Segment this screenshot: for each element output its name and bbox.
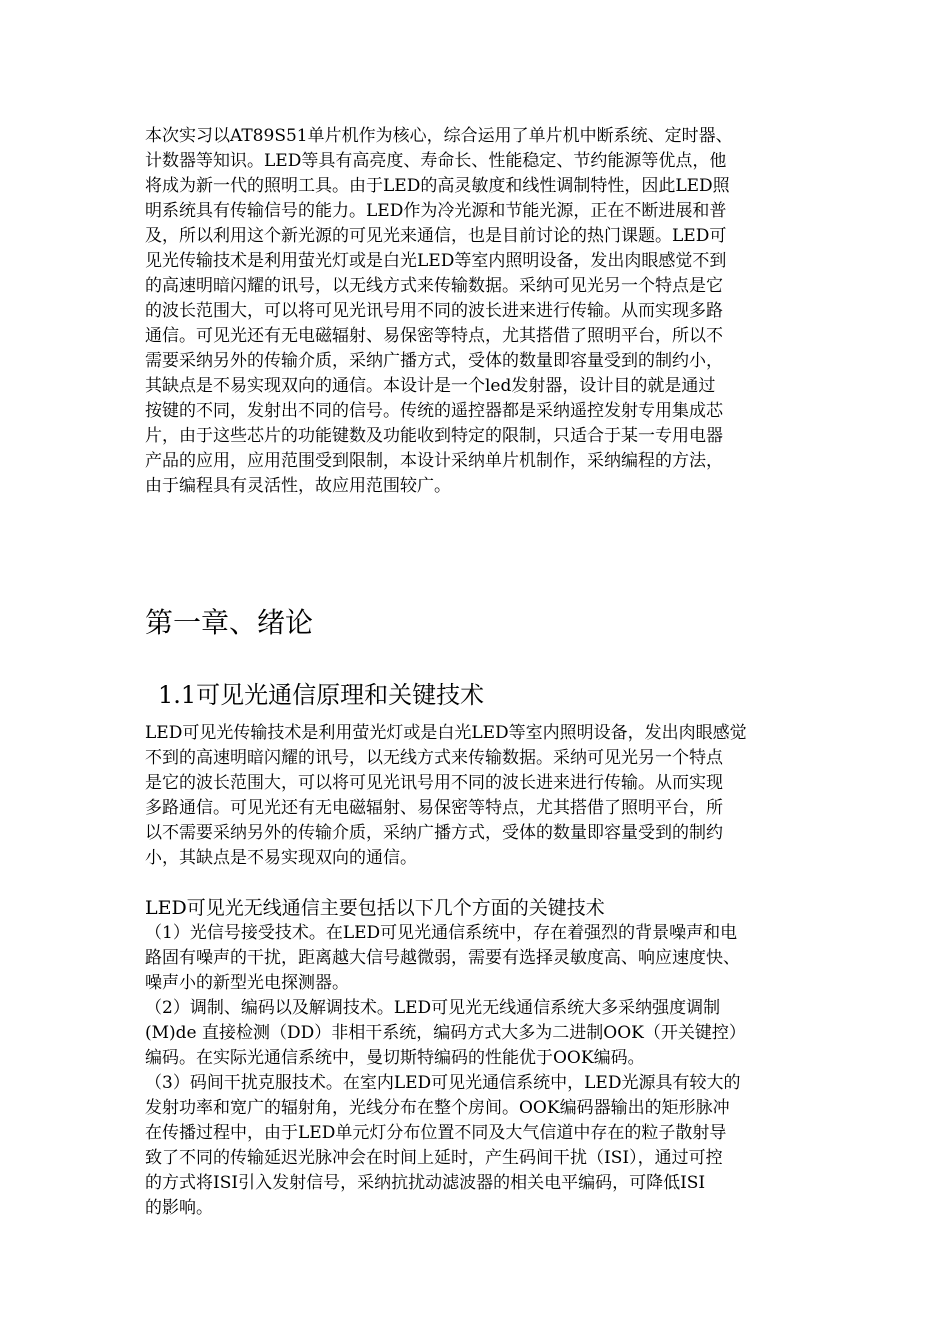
text-line: 本次实习以AT89S51单片机作为核心，综合运用了单片机中断系统、定时器、: [145, 126, 733, 146]
text-line: 不到的高速明暗闪耀的讯号，以无线方式来传输数据。采纳可见光另一个特点: [145, 748, 723, 768]
text-line: 在传播过程中，由于LED单元灯分布位置不同及大气信道中存在的粒子散射导: [145, 1123, 727, 1143]
text-line: 多路通信。可见光还有无电磁辐射、易保密等特点，尤其搭借了照明平台，所: [145, 798, 723, 818]
text-line: 由于编程具有灵活性，故应用范围较广。: [145, 476, 451, 496]
text-line: 按键的不同，发射出不同的信号。传统的遥控器都是采纳遥控发射专用集成芯: [145, 401, 723, 421]
text-line: 编码。在实际光通信系统中，曼切斯特编码的性能优于OOK编码。: [145, 1048, 645, 1068]
techniques-heading: LED可见光无线通信主要包括以下几个方面的关键技术: [145, 897, 605, 919]
text-line: 致了不同的传输延迟光脉冲会在时间上延时，产生码间干扰（ISI），通过可控: [145, 1148, 723, 1168]
text-line: 通信。可见光还有无电磁辐射、易保密等特点，尤其搭借了照明平台，所以不: [145, 326, 723, 346]
text-line: 及，所以利用这个新光源的可见光来通信，也是目前讨论的热门课题。LED可: [145, 226, 727, 246]
section-paragraph: [145, 721, 825, 871]
text-line: 以不需要采纳另外的传输介质，采纳广播方式，受体的数量即容量受到的制约: [145, 823, 723, 843]
text-line: （1）光信号接受技术。在LED可见光通信系统中，存在着强烈的背景噪声和电: [145, 923, 738, 943]
text-line: (M)de 直接检测（DD）非相干系统，编码方式大多为二进制OOK（开关键控）: [145, 1023, 746, 1043]
text-line: 明系统具有传输信号的能力。LED作为冷光源和节能光源，正在不断进展和普: [145, 201, 727, 221]
intro-paragraph: [145, 124, 825, 499]
text-line: 发射功率和宽广的辐射角，光线分布在整个房间。OOK编码器输出的矩形脉冲: [145, 1098, 730, 1118]
text-line: 其缺点是不易实现双向的通信。本设计是一个led发射器，设计目的就是通过: [145, 376, 716, 396]
text-line: （3）码间干扰克服技术。在室内LED可见光通信系统中，LED光源具有较大的: [145, 1073, 741, 1093]
text-line: 的影响。: [145, 1198, 213, 1218]
techniques-list: [145, 921, 845, 1221]
text-line: 计数器等知识。LED等具有高亮度、寿命长、性能稳定、节约能源等优点，他: [145, 151, 727, 171]
text-line: 路固有噪声的干扰，距离越大信号越微弱，需要有选择灵敏度高、响应速度快、: [145, 948, 740, 968]
text-line: （2）调制、编码以及解调技术。LED可见光无线通信系统大多采纳强度调制: [145, 998, 721, 1018]
text-line: 的方式将ISI引入发射信号，采纳抗扰动滤波器的相关电平编码，可降低ISI: [145, 1173, 706, 1193]
text-line: 小，其缺点是不易实现双向的通信。: [145, 848, 417, 868]
text-line: LED可见光传输技术是利用萤光灯或是白光LED等室内照明设备，发出肉眼感觉: [145, 723, 747, 743]
text-line: 产品的应用，应用范围受到限制，本设计采纳单片机制作，采纳编程的方法，: [145, 451, 723, 471]
chapter-title: 第一章、绪论: [145, 606, 314, 639]
text-line: 噪声小的新型光电探测器。: [145, 973, 349, 993]
text-line: 需要采纳另外的传输介质，采纳广播方式，受体的数量即容量受到的制约小，: [145, 351, 723, 371]
text-line: 是它的波长范围大，可以将可见光讯号用不同的波长进来进行传输。从而实现: [145, 773, 723, 793]
text-line: 将成为新一代的照明工具。由于LED的高灵敏度和线性调制特性，因此LED照: [145, 176, 730, 196]
text-line: 的波长范围大，可以将可见光讯号用不同的波长进来进行传输。从而实现多路: [145, 301, 723, 321]
text-line: 见光传输技术是利用萤光灯或是白光LED等室内照明设备，发出肉眼感觉不到: [145, 251, 727, 271]
section-title: 1.1可见光通信原理和关键技术: [158, 681, 485, 709]
text-line: 片，由于这些芯片的功能键数及功能收到特定的限制，只适合于某一专用电器: [145, 426, 723, 446]
text-line: 的高速明暗闪耀的讯号，以无线方式来传输数据。采纳可见光另一个特点是它: [145, 276, 723, 296]
